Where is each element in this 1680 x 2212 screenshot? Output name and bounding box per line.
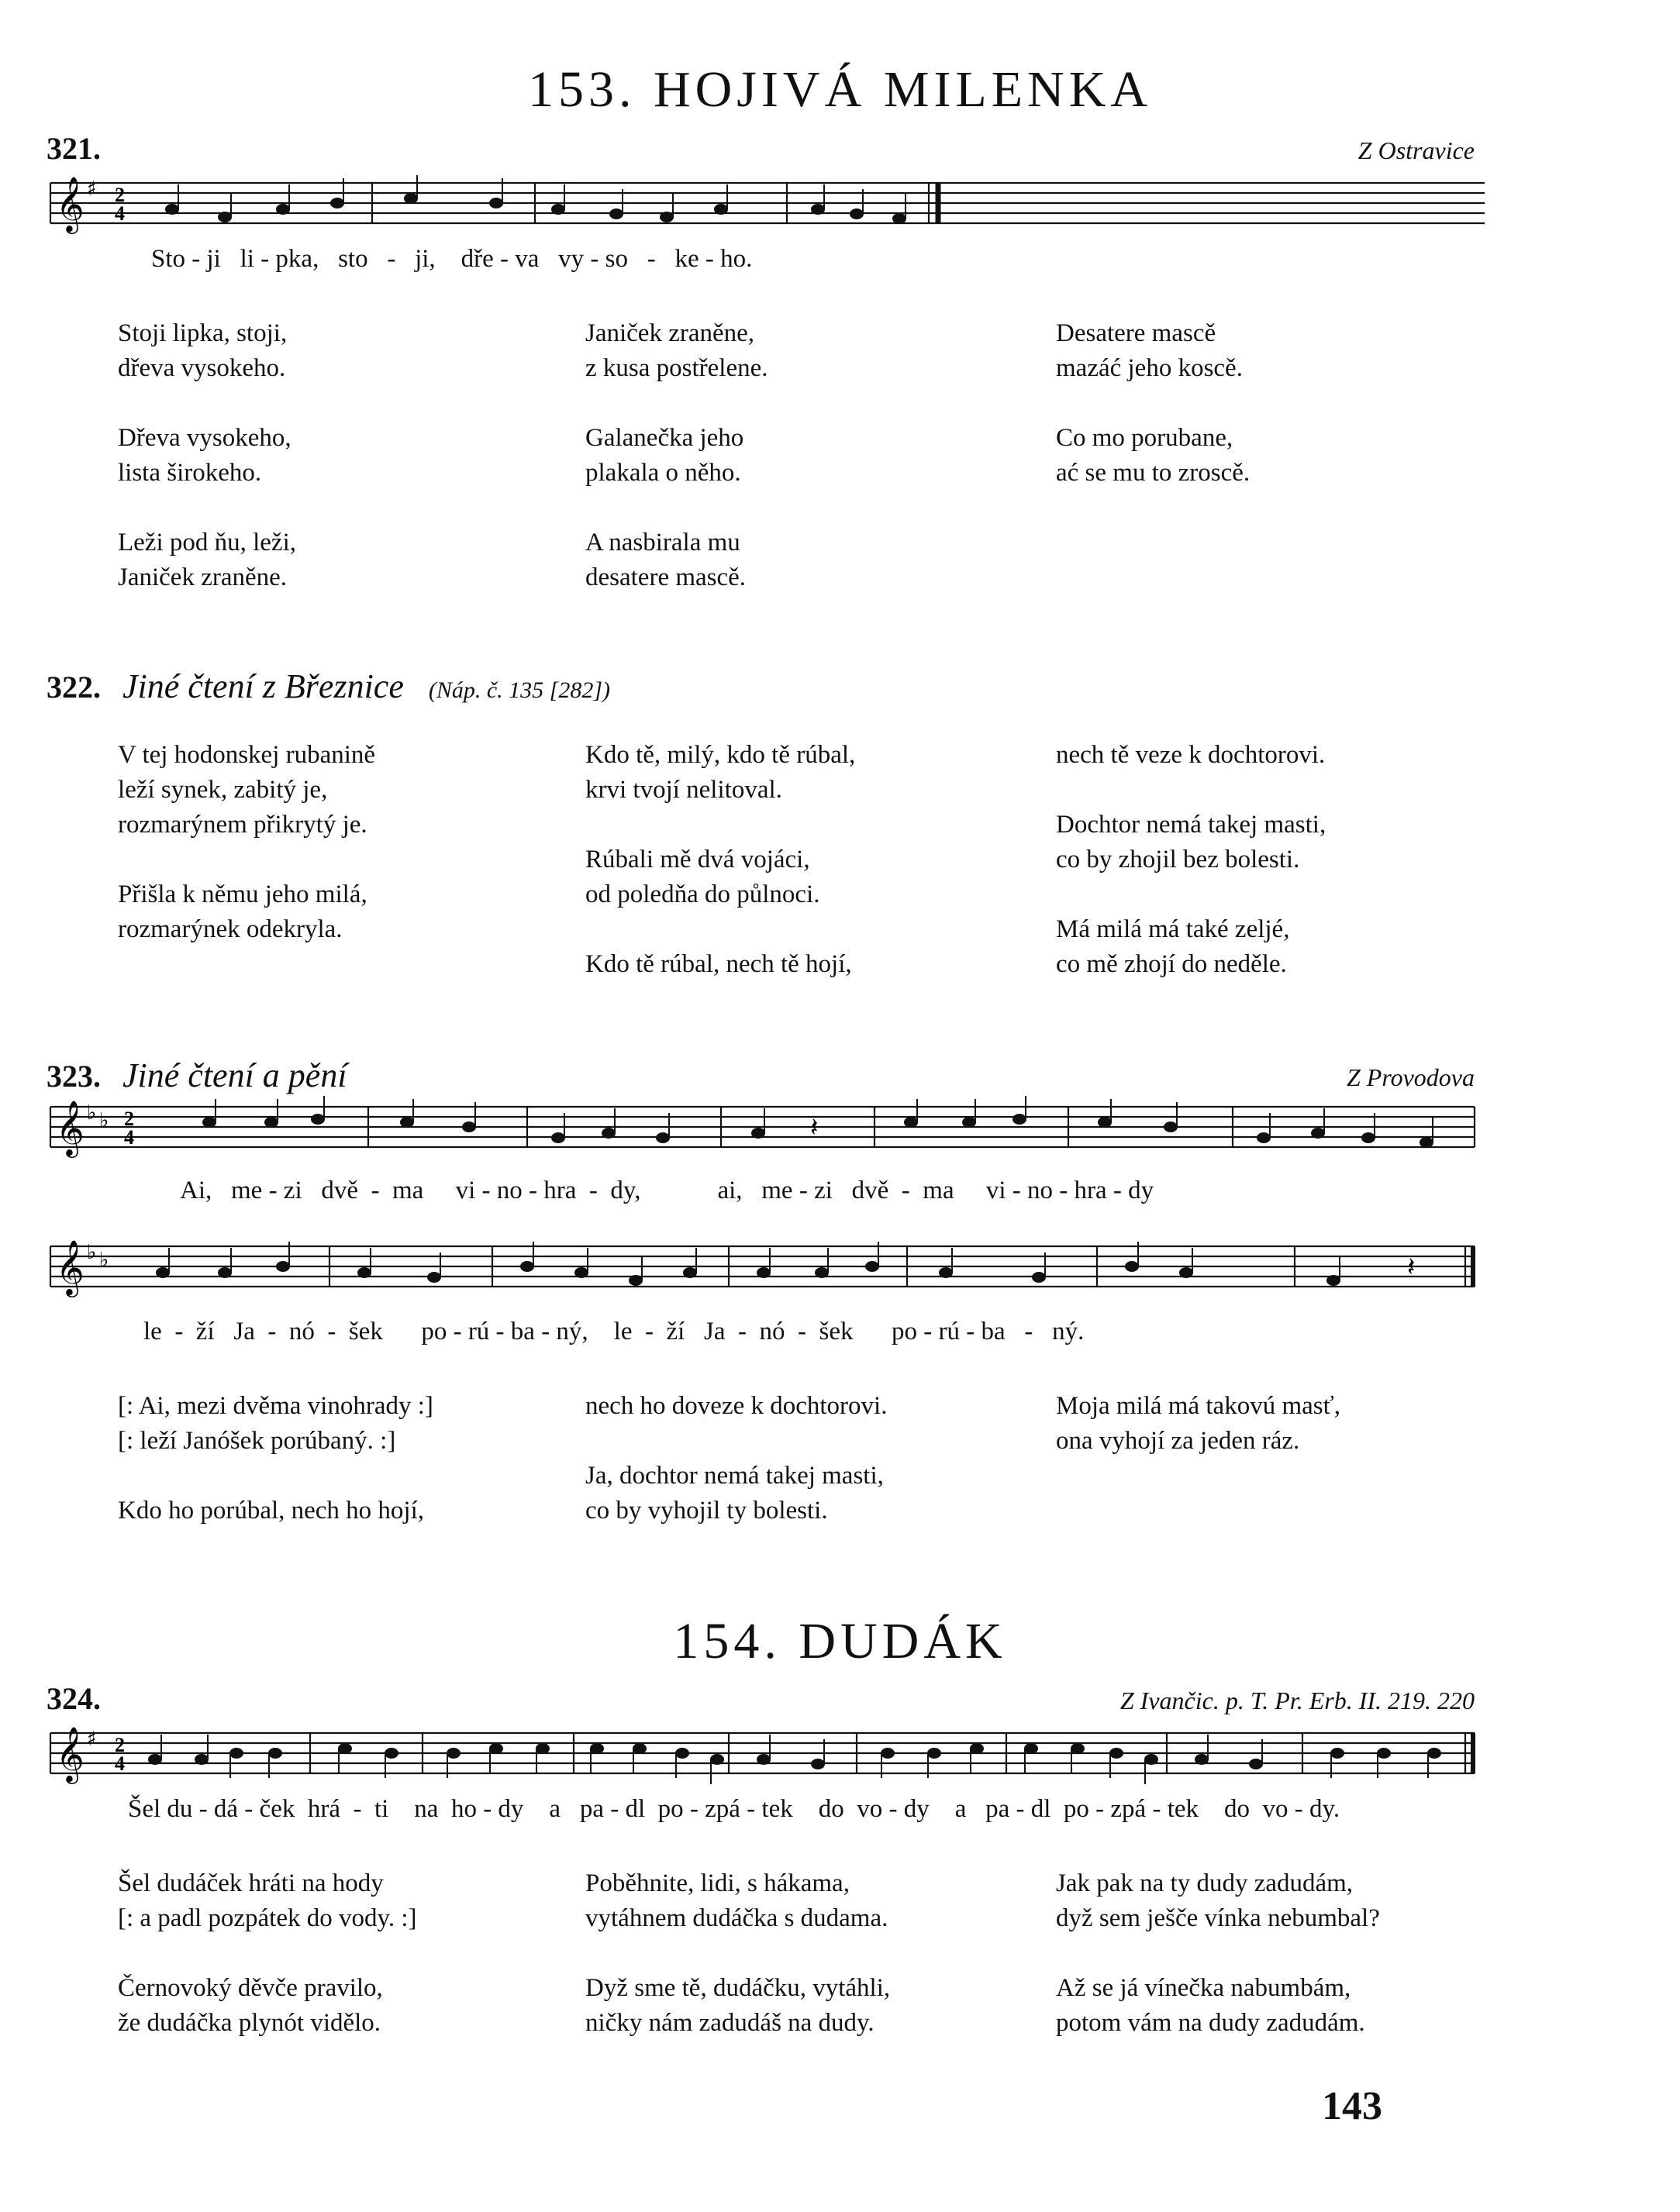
lyrics-324: Šel du - dá - ček hrá - ti na ho - dy a pa - dl po - zpá - tek do vo - dy a pa - dl po - zpá - tek do vo - dy. <box>128 1795 1340 1823</box>
svg-text:4: 4 <box>115 1752 125 1775</box>
svg-text:𝄞: 𝄞 <box>56 175 85 232</box>
svg-text:4: 4 <box>124 1126 134 1149</box>
music-staff-323-line-1 <box>47 1093 1489 1163</box>
melody-heading-323 <box>47 1056 347 1095</box>
verse-column-2-323: nech ho doveze k dochtorovi. Ja, dochtor nemá takej masti, co by vyhojil ty bolesti. <box>585 1392 888 1525</box>
svg-text:𝄽: 𝄽 <box>810 1112 819 1143</box>
svg-text:♯: ♯ <box>87 1728 97 1751</box>
verse-column-3-322: nech tě veze k dochtorovi. Dochtor nemá takej masti, co by zhojil bez bolesti. Má milá má také zeljé, co mě zhojí do neděle. <box>1056 741 1326 978</box>
melody-variant-title-323: Jiné čtení a pění <box>122 1056 347 1094</box>
verse-column-2-322: Kdo tě, milý, kdo tě rúbal, krvi tvojí nelitoval. Rúbali mě dvá vojáci, od poledňa do půlnoci. Kdo tě rúbal, nech tě hojí, <box>585 741 856 978</box>
verse-column-2-324: Poběhnite, lidi, s hákama, vytáhnem dudáčka s dudama. Dyž sme tě, dudáčku, vytáhli, ničky nám zadudáš na dudy. <box>585 1869 891 2037</box>
melody-heading-322 <box>47 667 610 706</box>
lyrics-323-line-2: le - ží Ja - nó - šek po - rú - ba - ný, le - ží Ja - nó - šek po - rú - ba - ný. <box>143 1318 1085 1345</box>
music-staff-323-line-2 <box>47 1232 1489 1302</box>
svg-text:2: 2 <box>115 184 125 206</box>
svg-text:♭: ♭ <box>99 1249 109 1272</box>
verse-column-1-322: V tej hodonskej rubanině leží synek, zabitý je, rozmarýnem přikrytý je. Přišla k němu jeho milá, rozmarýnek odekryla. <box>118 741 376 943</box>
lyrics-321: Sto - ji li - pka, sto - ji, dře - va vy - so - ke - ho. <box>151 245 753 273</box>
melody-reference-322: (Náp. č. 135 [282]) <box>428 677 611 703</box>
melody-number-323: 323. <box>47 1059 101 1094</box>
melody-variant-title-322: Jiné čtení z Březnice <box>122 667 404 705</box>
verse-column-3-321: Desatere mascě mazáć jeho koscě. Co mo porubane, ać se mu to zroscě. <box>1056 319 1251 487</box>
svg-text:♭: ♭ <box>87 1241 97 1264</box>
melody-source-324: Z Ivančic. p. T. Pr. Erb. II. 219. 220 <box>1119 1687 1475 1714</box>
verse-column-1-324: Šel dudáček hráti na hody [: a padl pozpátek do vody. :] Černovoký děvče pravilo, že dudáčka plynót vidělo. <box>118 1869 417 2037</box>
verse-column-1-321: Stoji lipka, stoji, dřeva vysokeho. Dřeva vysokeho, lista širokeho. Leži pod ňu, leži, Janiček zraněne. <box>118 319 297 591</box>
svg-text:♯: ♯ <box>87 177 97 201</box>
melody-source-321: Z Ostravice <box>1357 136 1475 164</box>
verse-column-3-323: Moja milá má takovú masť, ona vyhojí za jeden ráz. <box>1056 1392 1340 1455</box>
svg-text:𝄞: 𝄞 <box>56 1099 85 1156</box>
svg-text:♭: ♭ <box>87 1101 97 1125</box>
svg-text:4: 4 <box>115 202 125 225</box>
music-staff-324 <box>47 1719 1489 1789</box>
svg-text:𝄞: 𝄞 <box>56 1725 85 1782</box>
svg-text:𝄞: 𝄞 <box>56 1239 85 1295</box>
melody-source-323: Z Provodova <box>1346 1063 1475 1091</box>
melody-number-321: 321. <box>47 131 101 166</box>
song-title-154: 154. DUDÁK <box>673 1613 1007 1669</box>
svg-text:♭: ♭ <box>99 1109 109 1132</box>
melody-number-322: 322. <box>47 670 101 705</box>
melody-number-324: 324. <box>47 1681 101 1716</box>
verse-column-3-324: Jak pak na ty dudy zadudám, dyž sem ješče vínka nebumbal? Až se já vínečka nabumbám, potom vám na dudy zadudám. <box>1056 1869 1380 2037</box>
svg-text:2: 2 <box>115 1734 125 1756</box>
verse-column-2-321: Janiček zraněne, z kusa postřelene. Galanečka jeho plakala o něho. A nasbirala mu desatere mascě. <box>585 319 768 591</box>
song-title-153: 153. HOJIVÁ MILENKA <box>527 61 1153 118</box>
svg-text:2: 2 <box>124 1108 134 1130</box>
svg-text:𝄽: 𝄽 <box>1407 1252 1416 1283</box>
page-number: 143 <box>1322 2084 1382 2128</box>
music-staff-321 <box>47 169 1489 239</box>
verse-column-1-323: [: Ai, mezi dvěma vinohrady :] [: leží Janóšek porúbaný. :] Kdo ho porúbal, nech ho hojí, <box>118 1392 433 1525</box>
lyrics-323-line-1: Ai, me - zi dvě - ma vi - no - hra - dy, ai, me - zi dvě - ma vi - no - hra - dy <box>180 1177 1154 1204</box>
